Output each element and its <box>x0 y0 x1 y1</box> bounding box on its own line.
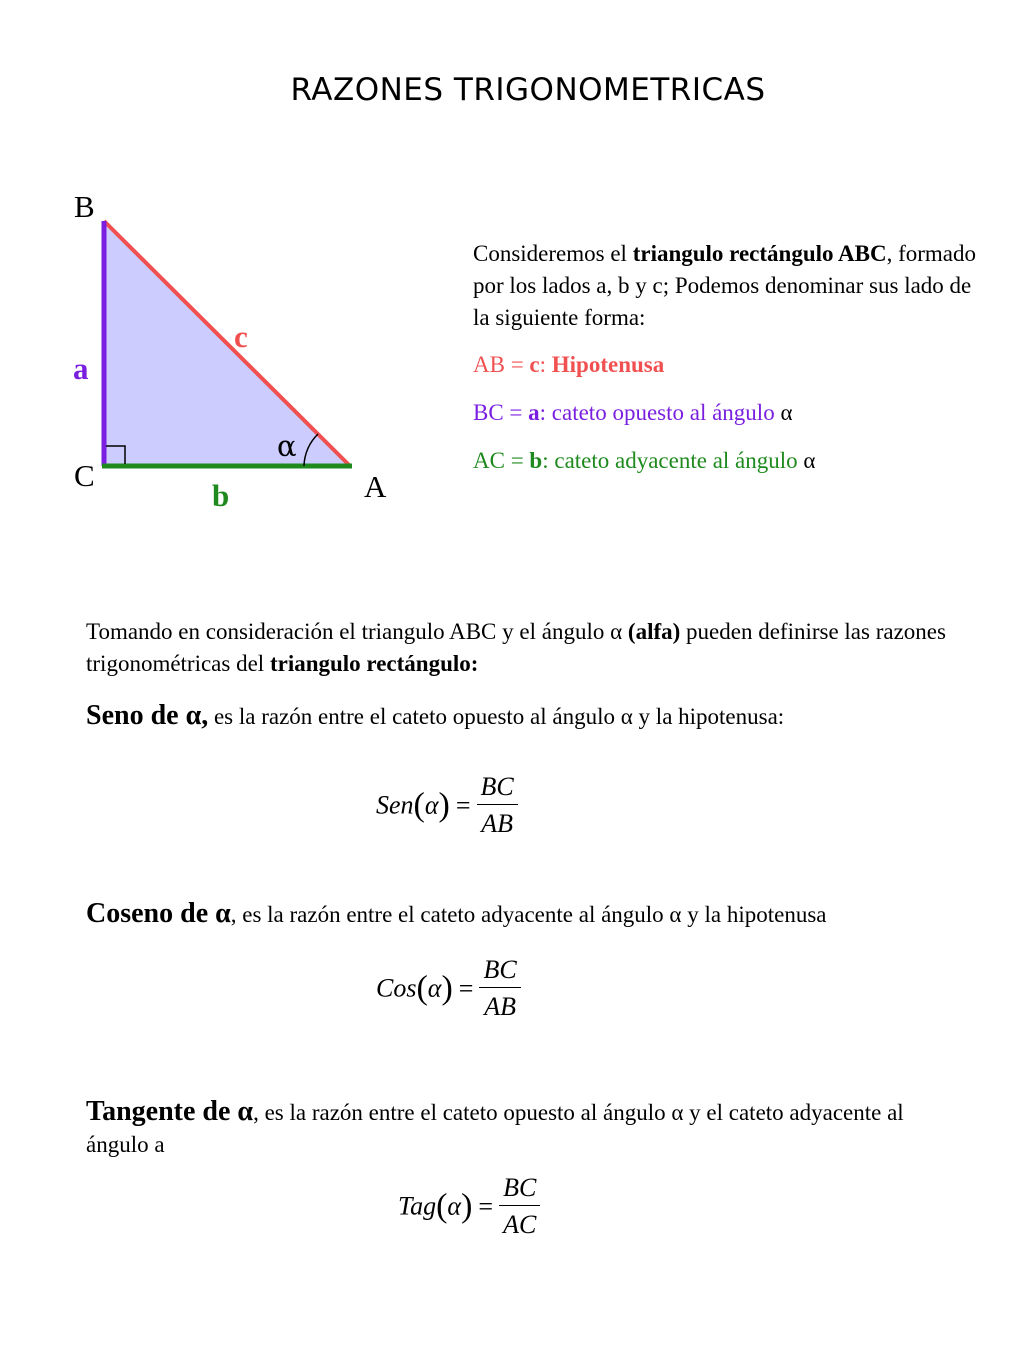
intro-bold: triangulo rectángulo ABC <box>632 241 887 266</box>
tangente-denominator: AC <box>503 1210 537 1239</box>
coseno-text: , es la razón entre el cateto adyacente al ángulo α y la hipotenusa <box>230 902 827 927</box>
def-hypotenuse <box>473 352 664 378</box>
vertex-b-label: B <box>74 189 95 224</box>
vertex-c-label: C <box>74 458 95 493</box>
page-title: RAZONES TRIGONOMETRICAS <box>290 72 766 108</box>
tangente-fname: Tag <box>398 1191 437 1221</box>
coseno-denominator: AB <box>484 992 516 1021</box>
seno-arg: α <box>424 790 439 820</box>
para-part-2: pueden definirse las razones trigonométricas del <box>86 619 946 676</box>
seno-heading: Seno de α, <box>86 700 209 731</box>
def-ab-prefix: AB = <box>473 352 530 377</box>
tangente-formula: Tag(α) = $\frac{BC}{AC}$ <box>398 1173 540 1240</box>
coseno-fname: Cos <box>376 973 417 1003</box>
def-bc-alpha: α <box>780 400 793 425</box>
tangente-text: , es la razón entre el cateto opuesto al ángulo α y el cateto adyacente al ángulo a <box>86 1100 904 1157</box>
para-part-1: Tomando en consideración el triangulo ABC y el ángulo <box>86 619 611 644</box>
para-alfa: (alfa) <box>622 619 681 644</box>
def-bc-prefix: BC = <box>473 400 529 425</box>
coseno-numerator: BC <box>479 955 520 988</box>
def-ac-var: b <box>529 448 543 473</box>
consideration-paragraph <box>86 616 946 680</box>
coseno-formula: Cos(α) = $\frac{BC}{AB}$ <box>376 955 521 1022</box>
def-bc-text: : cateto opuesto al ángulo <box>539 400 781 425</box>
side-a-label: a <box>73 351 89 386</box>
intro-part-1: Consideremos el <box>473 241 633 266</box>
coseno-heading: Coseno de α <box>86 898 231 929</box>
tangente-definition <box>86 1096 946 1161</box>
seno-definition <box>86 700 946 733</box>
def-ac-alpha: α <box>803 448 816 473</box>
intro-text <box>473 238 993 334</box>
def-bc-var: a <box>528 400 540 425</box>
seno-text: es la razón entre el cateto opuesto al ángulo α y la hipotenusa: <box>208 704 785 729</box>
def-adjacent <box>473 448 815 474</box>
def-ab-var: c <box>529 352 540 377</box>
coseno-definition <box>86 898 946 931</box>
seno-formula: Sen(α) = $\frac{BC}{AB}$ <box>376 772 518 839</box>
tangente-heading: Tangente de α <box>86 1096 254 1127</box>
seno-fname: Sen <box>376 790 414 820</box>
def-ac-text: : cateto adyacente al ángulo <box>542 448 804 473</box>
def-opposite <box>473 400 793 426</box>
def-ab-name: Hipotenusa <box>551 352 665 377</box>
side-b-label: b <box>212 478 230 513</box>
coseno-fraction <box>479 955 520 1022</box>
para-part-3: triangulo rectángulo: <box>269 651 479 676</box>
para-alpha: α <box>610 619 623 644</box>
seno-denominator: AB <box>481 809 514 838</box>
def-ab-colon: : <box>539 352 552 377</box>
tangente-arg: α <box>447 1191 462 1221</box>
side-c-label: c <box>234 319 248 354</box>
tangente-fraction <box>499 1173 540 1240</box>
triangle-diagram <box>0 0 460 540</box>
seno-fraction <box>477 772 518 839</box>
tangente-numerator: BC <box>499 1173 540 1206</box>
angle-alpha-label: α <box>277 429 297 463</box>
intro-part-3: , formado por los lados a, b y c; Podemos denominar sus lado de la siguiente forma: <box>473 241 976 330</box>
coseno-arg: α <box>427 973 442 1003</box>
seno-numerator: BC <box>477 772 518 805</box>
def-ac-prefix: AC = <box>473 448 530 473</box>
vertex-a-label: A <box>364 469 387 504</box>
